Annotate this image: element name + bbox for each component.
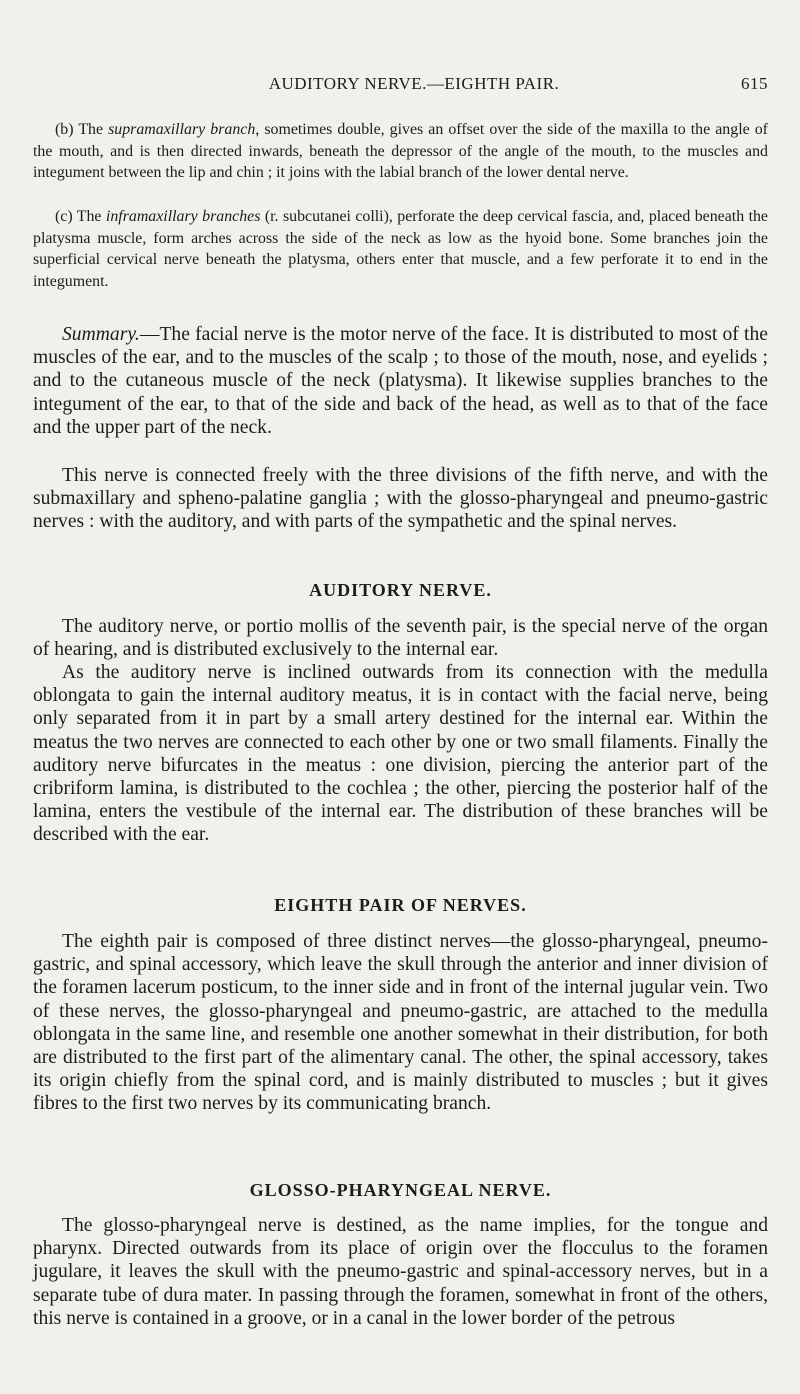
running-head bbox=[60, 74, 768, 100]
paragraph-eighth-pair: The eighth pair is composed of three distinct nerves—the glosso-pharyngeal, pneumo-gastric, and spinal accessory, which leave the skull through the anterior and inner division of the foramen lacerum posticum, to the inner side and in front of the internal jugular vein. Two of these nerves, the glosso-pharyngeal and pneumo-gastric, are attached to the medulla oblongata in the same line, and resemble one another somewhat in their distribution, for both are distributed to the first part of the alimentary canal. The other, the spinal accessory, takes its origin chiefly from the spinal cord, and is mainly distributed to muscles ; but it gives fibres to the first two nerves by its communicating branch. bbox=[33, 931, 768, 1115]
paragraph-auditory-2: As the auditory nerve is inclined outwards from its connection with the medulla oblongata to gain the internal auditory meatus, it is in contact with the facial nerve, being only separated from it in part by a small artery destined for the internal ear. Within the meatus the two nerves are connected to each other by one or two small filaments. Finally the auditory nerve bifurcates in the meatus : one division, piercing the anterior part of the cribriform lamina, is distributed to the cochlea ; the other, piercing the posterior half of the lamina, enters the vestibule of the internal ear. The distribution of these branches will be described with the ear. bbox=[33, 662, 768, 846]
heading-glosso-pharyngeal: GLOSSO-PHARYNGEAL NERVE. bbox=[249, 1180, 552, 1200]
heading-eighth-pair: EIGHTH PAIR OF NERVES. bbox=[274, 895, 527, 915]
running-head-title: AUDITORY NERVE.—EIGHTH PAIR. bbox=[268, 74, 560, 93]
page-number: 615 bbox=[741, 74, 768, 93]
heading-auditory-nerve: AUDITORY NERVE. bbox=[309, 580, 492, 600]
paragraph-summary bbox=[33, 323, 768, 439]
item-label: (c) The bbox=[55, 208, 106, 225]
term-inframaxillary-branches: inframaxillary branches bbox=[105, 208, 261, 225]
paragraph-glosso-pharyngeal: The glosso-pharyngeal nerve is destined, as the name implies, for the tongue and pharynx. Directed outwards from its place of origin over the flocculus to the foramen jugulare, it leaves the skull with the pneumo-gastric and spinal-accessory nerves, but in a separate tube of dura mater. In passing through the foramen, somewhat in front of the others, this nerve is contained in a groove, or in a canal in the lower border of the petrous bbox=[33, 1215, 768, 1329]
paragraph-text: —The facial nerve is the motor nerve of the face. It is distributed to most of the muscles of the ear, and to the muscles of the scalp ; to those of the mouth, nose, and eyelids ; and to the cutaneous muscle of the neck (platysma). It likewise supplies branches to the integument of the ear, to that of the side and back of the head, as well as to that of the face and the upper part of the neck. bbox=[33, 324, 768, 438]
paragraph-connections: This nerve is connected freely with the three divisions of the fifth nerve, and with the submaxillary and spheno-palatine ganglia ; with the glosso-pharyngeal and pneumo-gastric nerves : with the auditory, and with parts of the sympathetic and the spinal nerves. bbox=[33, 465, 768, 533]
summary-label: Summary. bbox=[62, 324, 140, 345]
item-label: (b) The bbox=[55, 121, 109, 138]
paragraph-text: sometimes double, gives an offset over the side of the maxilla to the angle of the mouth, and is then directed inwards, beneath the depressor of the angle of the mouth, to the muscles and integument between the lip and chin ; it joins with the labial branch of the lower dental nerve. bbox=[33, 121, 768, 182]
paragraph-auditory-1: The auditory nerve, or portio mollis of the seventh pair, is the special nerve of the organ of hearing, and is distributed exclusively to the internal ear. bbox=[33, 616, 768, 661]
paragraph-supramaxillary-branch bbox=[33, 119, 768, 184]
paragraph-inframaxillary-branches bbox=[33, 206, 768, 292]
term-supramaxillary-branch: supramaxillary branch, bbox=[108, 121, 260, 138]
paragraph-text: (r. subcutanei colli), perforate the deep cervical fascia, and, placed beneath the platysma muscle, form arches across the side of the neck as low as the hyoid bone. Some branches join the superficial cervical nerve beneath the platysma, others enter that muscle, and a few perforate it to end in the integument. bbox=[33, 208, 768, 290]
